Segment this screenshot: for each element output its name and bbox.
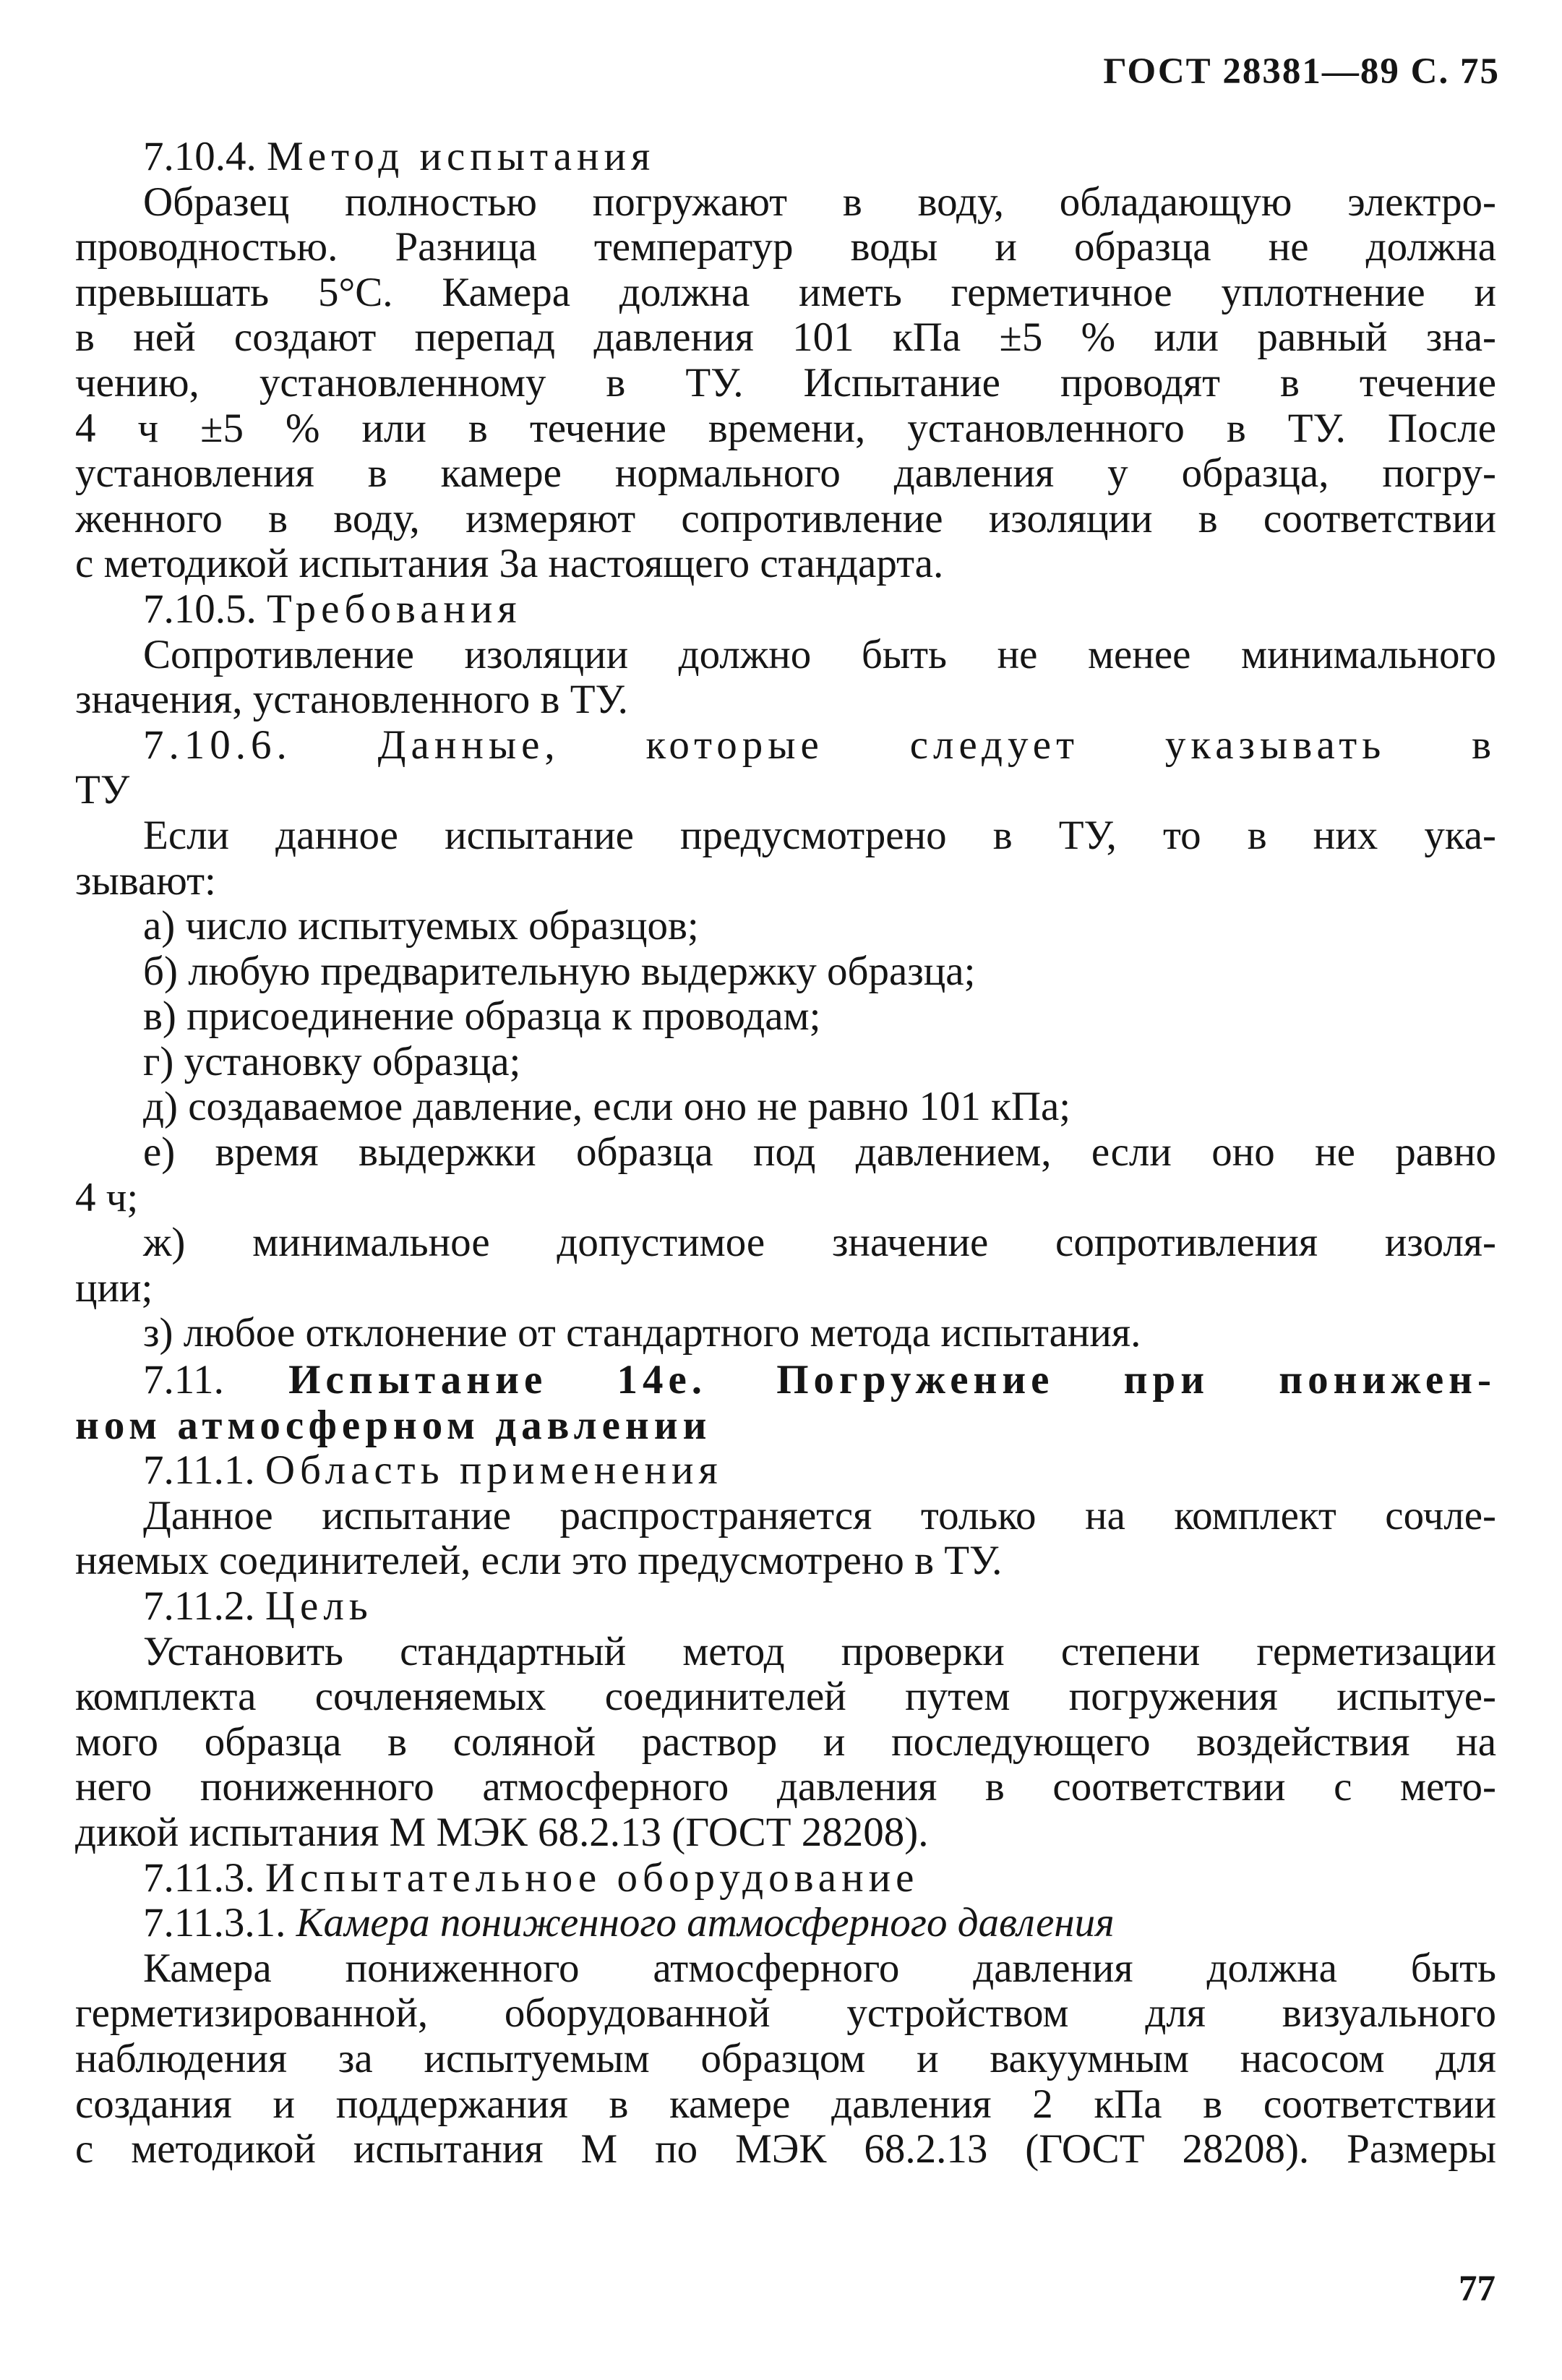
list-item-continuation: ции; bbox=[75, 1265, 153, 1311]
paragraph-line: Если данное испытание предусмотрено в ТУ, то в них ука- bbox=[143, 813, 1496, 858]
paragraph-line: Камера пониженного атмосферного давления должна быть bbox=[143, 1945, 1496, 1991]
section-title: Испытание 14е. Погружение при понижен- bbox=[288, 1358, 1496, 1403]
list-item: з) любое отклонение от стандартного метода испытания. bbox=[143, 1311, 1141, 1356]
list-item: а) число испытуемых образцов; bbox=[143, 904, 699, 949]
paragraph-line: Данное испытание распространяется только на комплект сочле- bbox=[143, 1493, 1496, 1538]
section-heading-7-11-3-1 bbox=[75, 1901, 1496, 1946]
section-title-continuation: ТУ bbox=[75, 768, 130, 813]
page-body bbox=[75, 134, 1496, 2173]
paragraph-line: Установить стандартный метод проверки степени герметизации bbox=[143, 1629, 1496, 1674]
paragraph-line: комплекта сочленяемых соединителей путем погружения испытуе- bbox=[75, 1674, 1496, 1720]
section-title-continuation: ном атмосферном давлении bbox=[75, 1403, 712, 1448]
section-heading-7-10-4 bbox=[75, 134, 1496, 180]
paragraph-line: с методикой испытания М по МЭК 68.2.13 (ГОСТ 28208). Размеры bbox=[75, 2127, 1496, 2173]
paragraph-line: Образец полностью погружают в воду, обладающую электро- bbox=[143, 179, 1496, 225]
section-title: Испытательное оборудование bbox=[265, 1855, 919, 1901]
paragraph-line: чению, установленному в ТУ. Испытание проводят в течение bbox=[75, 360, 1496, 406]
paragraph-line: значения, установленного в ТУ. bbox=[75, 677, 628, 723]
paragraph-line: наблюдения за испытуемым образцом и вакуумным насосом для bbox=[75, 2036, 1496, 2081]
section-title: Метод испытания bbox=[267, 134, 656, 179]
paragraph-line: в ней создают перепад давления 101 кПа ±5 % или равный зна- bbox=[75, 315, 1496, 361]
paragraph-line: няемых соединителей, если это предусмотрено в ТУ. bbox=[75, 1538, 1003, 1584]
section-title: Данные, которые следует указывать в bbox=[377, 722, 1496, 768]
list-item-continuation: 4 ч; bbox=[75, 1175, 139, 1220]
section-heading-7-11 bbox=[75, 1358, 1496, 1403]
running-header: ГОСТ 28381—89 С. 75 bbox=[1103, 51, 1500, 92]
paragraph-line: него пониженного атмосферного давления в соответствии с мето- bbox=[75, 1765, 1496, 1810]
section-number: 7.11.1. bbox=[143, 1448, 255, 1494]
list-item: е) время выдержки образца под давлением, если оно не равно bbox=[143, 1130, 1496, 1176]
section-number: 7.11.3.1. bbox=[143, 1901, 286, 1946]
list-item: б) любую предварительную выдержку образца; bbox=[143, 949, 976, 994]
list-item: ж) минимальное допустимое значение сопротивления изоля- bbox=[143, 1220, 1496, 1266]
section-title: Камера пониженного атмосферного давления bbox=[296, 1901, 1115, 1946]
section-heading-7-10-5 bbox=[75, 587, 1496, 633]
section-number: 7.11.2. bbox=[143, 1584, 255, 1629]
section-heading-7-11-3 bbox=[75, 1856, 1496, 1901]
paragraph-line: создания и поддержания в камере давления 2 кПа в соответствии bbox=[75, 2081, 1496, 2127]
section-title: Требования bbox=[267, 586, 522, 632]
list-item: в) присоединение образца к проводам; bbox=[143, 994, 821, 1040]
section-number: 7.11. bbox=[143, 1358, 224, 1403]
paragraph-line: превышать 5°С. Камера должна иметь герметичное уплотнение и bbox=[75, 270, 1496, 315]
list-item: д) создаваемое давление, если оно не равно 101 кПа; bbox=[143, 1084, 1071, 1130]
paragraph-line: проводностью. Разница температур воды и образца не должна bbox=[75, 225, 1496, 270]
paragraph-line: герметизированной, оборудованной устройством для визуального bbox=[75, 1991, 1496, 2037]
list-item: г) установку образца; bbox=[143, 1039, 521, 1084]
paragraph-line: 4 ч ±5 % или в течение времени, установленного в ТУ. После bbox=[75, 406, 1496, 451]
paragraph-line: зывают: bbox=[75, 858, 216, 904]
paragraph-line: Сопротивление изоляции должно быть не менее минимального bbox=[143, 632, 1496, 677]
section-number: 7.10.6. bbox=[143, 722, 292, 768]
page-number: 77 bbox=[1459, 2269, 1496, 2309]
section-title: Область применения bbox=[265, 1448, 723, 1494]
section-heading-7-11-2 bbox=[75, 1584, 1496, 1630]
paragraph-line: дикой испытания М МЭК 68.2.13 (ГОСТ 28208). bbox=[75, 1810, 929, 1855]
section-number: 7.10.5. bbox=[143, 586, 257, 632]
section-number: 7.11.3. bbox=[143, 1855, 255, 1901]
paragraph-line: мого образца в соляной раствор и последующего воздействия на bbox=[75, 1719, 1496, 1765]
section-number: 7.10.4. bbox=[143, 134, 257, 179]
paragraph-line: установления в камере нормального давления у образца, погру- bbox=[75, 451, 1496, 497]
paragraph-line: женного в воду, измеряют сопротивление изоляции в соответствии bbox=[75, 496, 1496, 542]
section-heading-7-10-6 bbox=[75, 723, 1496, 769]
section-title: Цель bbox=[265, 1584, 373, 1629]
section-heading-7-11-1 bbox=[75, 1448, 1496, 1494]
paragraph-line: с методикой испытания 3а настоящего стандарта. bbox=[75, 542, 944, 587]
